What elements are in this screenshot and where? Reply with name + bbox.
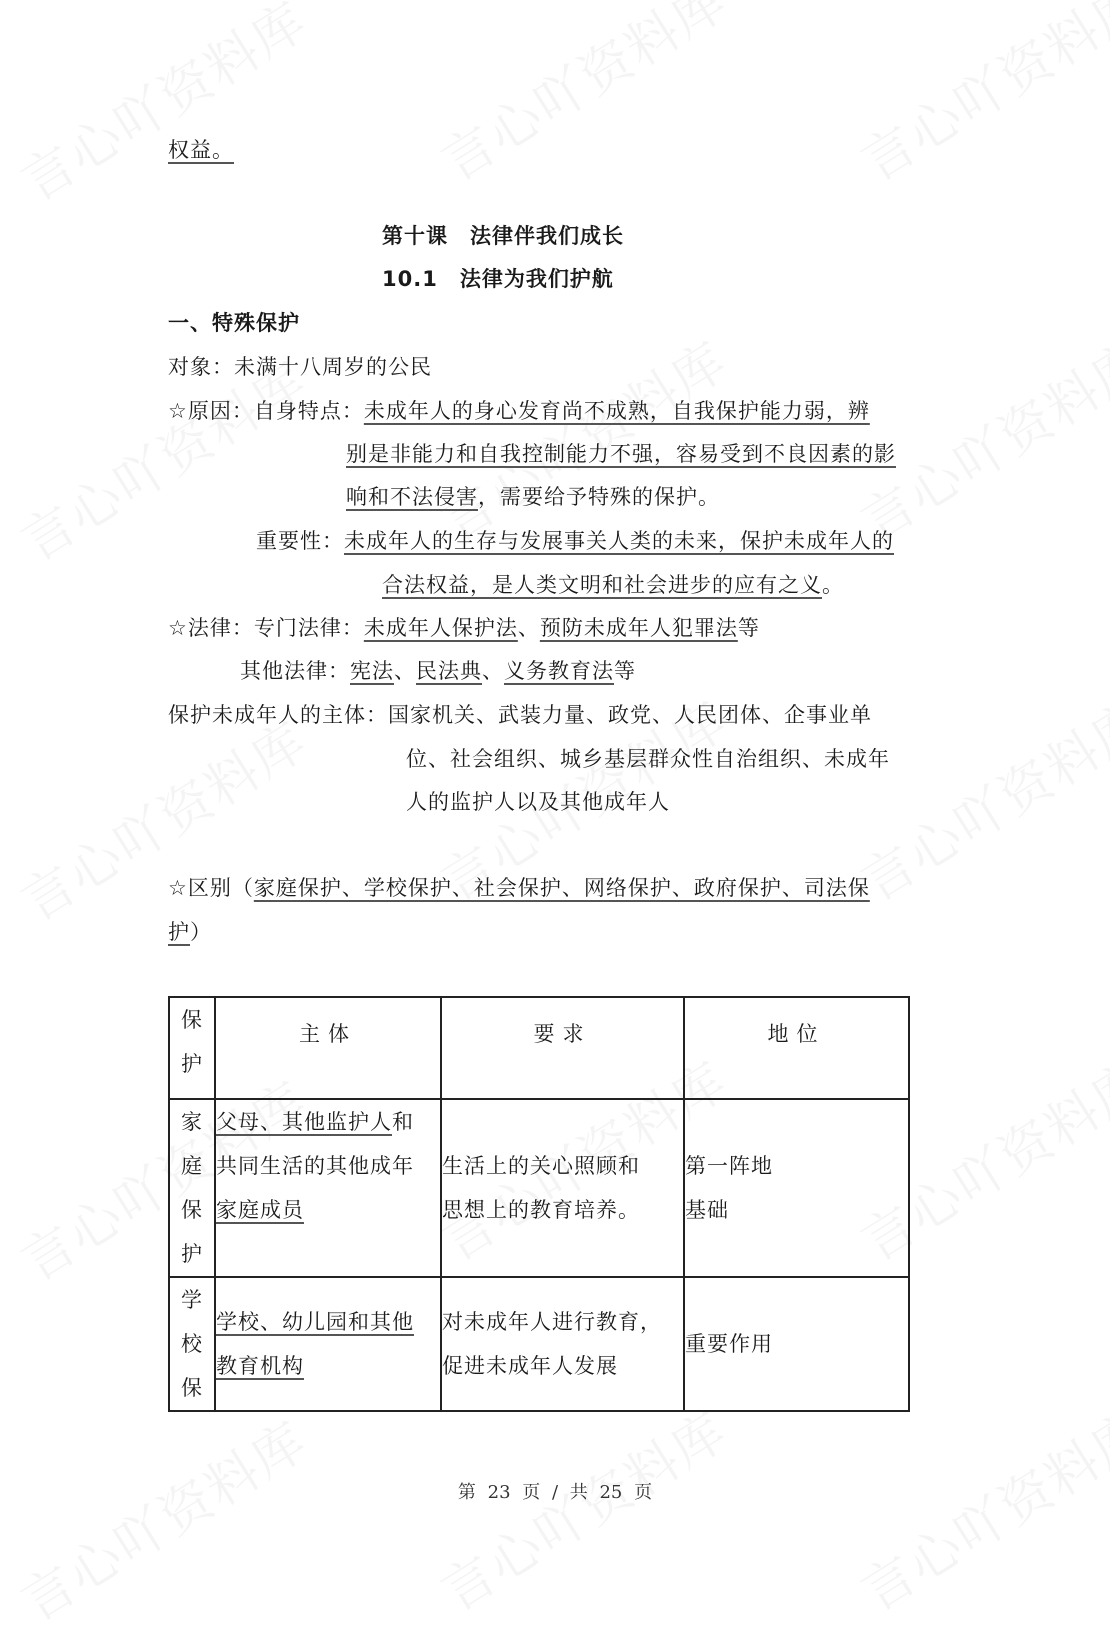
- target-label: 对象：: [168, 355, 234, 379]
- target-text: 未满十八周岁的公民: [234, 355, 432, 379]
- subjects-line-3: 人的监护人以及其他成年人: [406, 790, 670, 814]
- law-label: ☆法律：: [168, 616, 254, 640]
- cell-subject: [215, 1099, 441, 1277]
- cell-line: 促进未成年人发展: [442, 1354, 618, 1378]
- heading-special-protection: 一、特殊保护: [168, 311, 300, 335]
- header-requirement: 要求: [441, 997, 684, 1099]
- self-traits-label: 自身特点：: [253, 399, 364, 423]
- importance-text: 合法权益，是人类文明和社会进步的应有之义: [382, 573, 822, 597]
- reason-line-3: [346, 483, 720, 511]
- watermark: [845, 320, 1110, 555]
- law-special-line: [168, 614, 760, 642]
- cell-line: 对未成年人进行教育，: [442, 1310, 662, 1334]
- cell-requirement: [441, 1099, 684, 1277]
- row-family-protection: [169, 1099, 215, 1277]
- cell-line: [216, 1188, 440, 1232]
- row-char: 庭: [181, 1154, 203, 1178]
- suffix: ）: [190, 920, 212, 944]
- importance-line-1: [256, 527, 894, 555]
- header-char: 护: [181, 1052, 203, 1076]
- watermark: [845, 1390, 1110, 1625]
- watermark: [425, 320, 740, 555]
- law-item: 预防未成年人犯罪法: [539, 616, 738, 640]
- subjects-label: 保护未成年人的主体：: [168, 703, 388, 727]
- cell-subject: [215, 1277, 441, 1411]
- cell-line: [216, 1100, 440, 1144]
- cell-line: 共同生活的其他成年: [216, 1154, 414, 1178]
- difference-label: ☆区别（: [168, 876, 254, 900]
- importance-text: 。: [822, 573, 844, 597]
- cell-line: [216, 1344, 440, 1388]
- reason-line-1: [168, 397, 870, 425]
- importance-text: 未成年人的生存与发展事关人类的未来，保护未成年人的: [344, 529, 894, 553]
- cell-line: 生活上的关心照顾和: [442, 1154, 640, 1178]
- cell-text: 学校、幼儿园和其他: [216, 1310, 414, 1334]
- cell-line: 第一阵地: [685, 1154, 773, 1178]
- section-title: 10.1 法律为我们护航: [382, 267, 614, 291]
- cell-text: 和: [392, 1110, 414, 1134]
- subjects-line-1: [168, 701, 872, 729]
- row-char: 保: [181, 1198, 203, 1222]
- subjects-text: 国家机关、武装力量、政党、人民团体、企事业单: [388, 703, 872, 727]
- header-subject: 主体: [215, 997, 441, 1099]
- importance-line-2: [382, 571, 844, 599]
- cell-line: [216, 1300, 440, 1344]
- cell-text: 教育机构: [216, 1354, 304, 1378]
- cell-line: 基础: [685, 1198, 729, 1222]
- cell-line: 思想上的教育培养。: [442, 1198, 640, 1222]
- difference-line-2: [168, 918, 212, 946]
- separator: 、: [482, 659, 504, 683]
- row-char: 校: [181, 1332, 203, 1356]
- table-header-row: [169, 997, 909, 1099]
- suffix: 等: [737, 616, 760, 640]
- reason-label: ☆原因：: [168, 399, 254, 423]
- watermark: [425, 0, 740, 195]
- watermark: [845, 680, 1110, 915]
- law-item: 宪法: [350, 659, 394, 683]
- watermark: [5, 0, 320, 215]
- lesson-title: 第十课 法律伴我们成长: [382, 224, 624, 248]
- self-traits-text: 别是非能力和自我控制能力不强，容易受到不良因素的影: [346, 442, 896, 466]
- other-law-label: 其他法律：: [240, 659, 350, 683]
- reason-line-2: [346, 440, 896, 468]
- table-row: [169, 1099, 909, 1277]
- separator: 、: [394, 659, 416, 683]
- self-traits-text: 响和不法侵害: [346, 485, 478, 509]
- suffix: 等: [614, 659, 636, 683]
- watermark: [5, 1400, 320, 1635]
- self-traits-text: 未成年人的身心发育尚不成熟，自我保护能力弱，辨: [363, 399, 870, 423]
- difference-types: 家庭保护、学校保护、社会保护、网络保护、政府保护、司法保: [253, 876, 870, 900]
- importance-label: 重要性：: [256, 529, 344, 553]
- target-line: [168, 353, 432, 381]
- special-law-label: 专门法律：: [253, 616, 364, 640]
- header-status: 地位: [684, 997, 909, 1099]
- cell-status: [684, 1099, 909, 1277]
- page-number: 第 23 页 / 共 25 页: [457, 1482, 653, 1503]
- watermark: [845, 0, 1110, 195]
- header-char: 保: [181, 1008, 203, 1032]
- table-row: [169, 1277, 909, 1411]
- cell-text: 父母、其他监护人: [216, 1110, 392, 1134]
- separator: 、: [517, 616, 540, 640]
- protection-comparison-table: [168, 996, 910, 1412]
- watermark: [425, 1390, 740, 1625]
- row-school-protection: [169, 1277, 215, 1411]
- law-item: 义务教育法: [504, 659, 614, 683]
- cell-requirement: [441, 1277, 684, 1411]
- continuation-text: [168, 136, 234, 164]
- cell-text: 家庭成员: [216, 1198, 304, 1222]
- row-char: 学: [181, 1288, 203, 1312]
- law-item: 民法典: [416, 659, 482, 683]
- law-other-line: [240, 657, 636, 685]
- self-traits-text: ，需要给予特殊的保护。: [478, 485, 720, 509]
- continuation-underlined: 权益。: [168, 138, 234, 162]
- cell-status: [684, 1277, 909, 1411]
- law-item: 未成年人保护法: [363, 616, 518, 640]
- cell-line: 重要作用: [685, 1332, 773, 1356]
- subjects-line-2: 位、社会组织、城乡基层群众性自治组织、未成年: [406, 747, 890, 771]
- header-protection: [169, 997, 215, 1099]
- difference-line-1: [168, 874, 870, 902]
- row-char: 保: [181, 1376, 203, 1400]
- row-char: 家: [181, 1110, 203, 1134]
- difference-types: 护: [168, 920, 190, 944]
- row-char: 护: [181, 1242, 203, 1266]
